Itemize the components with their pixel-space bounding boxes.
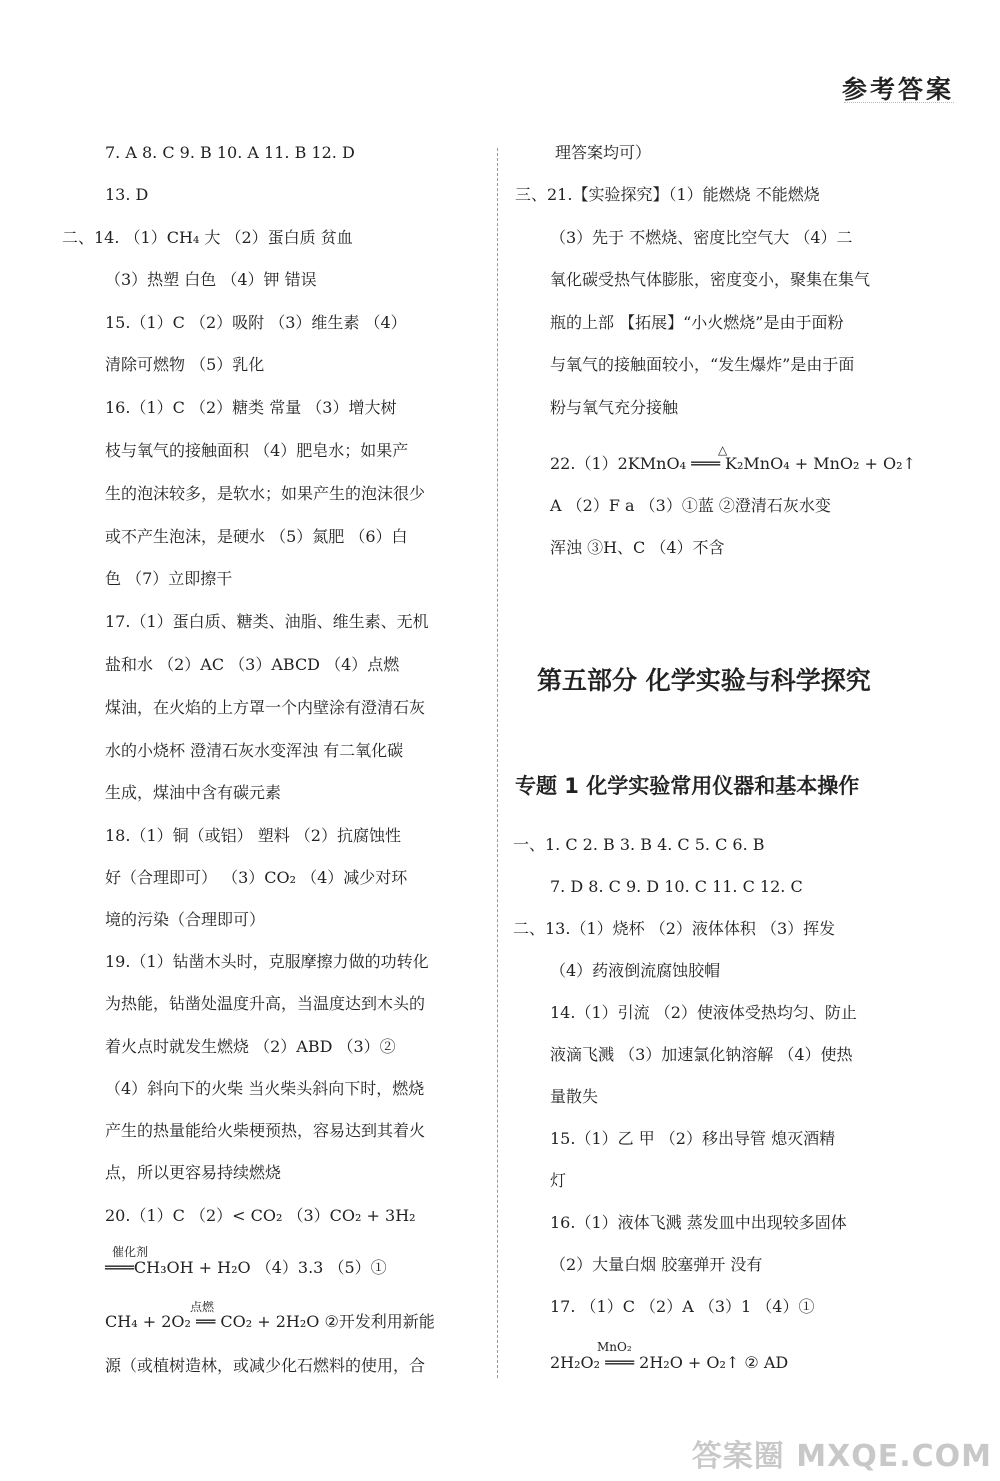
watermark-logo: 答案圈 MXQE.COM (691, 1439, 992, 1474)
answer-line: 二、13.（1）烧杯 （2）液体体积 （3）挥发 (513, 919, 836, 938)
answer-line: 19.（1）钻凿木头时，克服摩擦力做的功转化 (105, 952, 429, 971)
answer-line: 水的小烧杯 澄清石灰水变浑浊 有二氧化碳 (105, 741, 404, 760)
answer-line: 理答案均可） (555, 143, 652, 162)
answer-line: ═══CH₃OH + H₂O （4）3.3 （5）① (105, 1258, 387, 1277)
answer-line: 为热能，钻凿处温度升高，当温度达到木头的 (105, 994, 426, 1013)
answer-line: 生成，煤油中含有碳元素 (105, 783, 282, 802)
answer-line: 17.（1）蛋白质、糖类、油脂、维生素、无机 (105, 612, 429, 631)
answer-line: 瓶的上部 【拓展】“小火燃烧”是由于面粉 (550, 313, 844, 332)
header-rule (844, 102, 954, 103)
answer-line: 2H₂O₂ ═══ 2H₂O + O₂↑ ② AD (550, 1353, 789, 1372)
answer-line: 14.（1）引流 （2）使液体受热均匀、防止 (550, 1003, 857, 1022)
ignite-note: 点燃 (190, 1300, 215, 1314)
answer-line: 氧化碳受热气体膨胀，密度变小，聚集在集气 (550, 270, 871, 289)
answer-line: 或不产生泡沫，是硬水 （5）氮肥 （6）白 (105, 527, 408, 546)
answer-line: 7. D 8. C 9. D 10. C 11. C 12. C (550, 877, 803, 896)
catalyst-note: 催化剂 (112, 1245, 149, 1259)
answer-line: 浑浊 ③H、C （4）不含 (550, 538, 725, 557)
answer-line: 好（合理即可） （3）CO₂ （4）减少对环 (105, 868, 408, 887)
answer-line: （3）先于 不燃烧、密度比空气大 （4）二 (550, 228, 853, 247)
answer-line: （4）药液倒流腐蚀胶帽 (550, 961, 721, 980)
answer-line: 灯 (550, 1171, 567, 1190)
answer-line: 16.（1）C （2）糖类 常量 （3）增大树 (105, 398, 397, 417)
answer-line: 着火点时就发生燃烧 （2）ABD （3）② (105, 1037, 396, 1056)
answer-line: （3）热塑 白色 （4）钾 错误 (105, 270, 317, 289)
answer-line: 点，所以更容易持续燃烧 (105, 1163, 282, 1182)
answer-line: 境的污染（合理即可） (105, 910, 266, 929)
answer-line: 产生的热量能给火柴梗预热，容易达到其着火 (105, 1121, 426, 1140)
answer-line: 二、14. （1）CH₄ 大 （2）蛋白质 贫血 (62, 228, 353, 247)
header-title: 参考答案 (841, 75, 954, 104)
answer-line: 一、1. C 2. B 3. B 4. C 5. C 6. B (513, 835, 765, 854)
answer-line: 18.（1）铜（或铝） 塑料 （2）抗腐蚀性 (105, 826, 401, 845)
answer-line: 16.（1）液体飞溅 蒸发皿中出现较多固体 (550, 1213, 847, 1232)
answer-line: 煤油，在火焰的上方罩一个内壁涂有澄清石灰 (105, 698, 426, 717)
answer-line: 盐和水 （2）AC （3）ABCD （4）点燃 (105, 655, 400, 674)
answer-line: 20.（1）C （2）< CO₂ （3）CO₂ + 3H₂ (105, 1206, 416, 1225)
answer-line: 15.（1）乙 甲 （2）移出导管 熄灭酒精 (550, 1129, 836, 1148)
answer-line: 粉与氧气充分接触 (550, 398, 679, 417)
answer-line: 22.（1）2KMnO₄ ═══ K₂MnO₄ + MnO₂ + O₂↑ (550, 454, 916, 473)
answer-line: （2）大量白烟 胶塞弹开 没有 (550, 1255, 763, 1274)
mno2-note: MnO₂ (597, 1340, 632, 1354)
answer-line: 三、21.【实验探究】（1）能燃烧 不能燃烧 (515, 185, 820, 204)
column-divider (497, 148, 498, 1378)
answer-line: 量散失 (550, 1087, 599, 1106)
answer-line: 15.（1）C （2）吸附 （3）维生素 （4） (105, 313, 407, 332)
answer-line: 液滴飞溅 （3）加速氯化钠溶解 （4）使热 (550, 1045, 853, 1064)
answer-line: 枝与氧气的接触面积 （4）肥皂水；如果产 (105, 441, 409, 460)
answer-line: A （2）F a （3）①蓝 ②澄清石灰水变 (550, 496, 831, 515)
topic-title: 专题 1 化学实验常用仪器和基本操作 (515, 774, 860, 798)
answer-line: （4）斜向下的火柴 当火柴头斜向下时，燃烧 (105, 1079, 425, 1098)
answer-line: CH₄ + 2O₂ ══ CO₂ + 2H₂O ②开发利用新能 (105, 1312, 435, 1331)
answer-line: 生的泡沫较多，是软水；如果产生的泡沫很少 (105, 484, 426, 503)
answer-line: 清除可燃物 （5）乳化 (105, 355, 265, 374)
answer-line: 7. A 8. C 9. B 10. A 11. B 12. D (105, 143, 355, 162)
answer-line: 源（或植树造林，或减少化石燃料的使用，合 (105, 1356, 426, 1375)
answer-line: 17. （1）C （2）A （3）1 （4）① (550, 1297, 815, 1316)
answer-line: 13. D (105, 185, 149, 204)
answer-line: 与氧气的接触面较小，“发生爆炸”是由于面 (550, 355, 855, 374)
answer-line: 色 （7）立即擦干 (105, 569, 233, 588)
part-title: 第五部分 化学实验与科学探究 (537, 666, 871, 695)
heat-note: △ (718, 443, 728, 457)
